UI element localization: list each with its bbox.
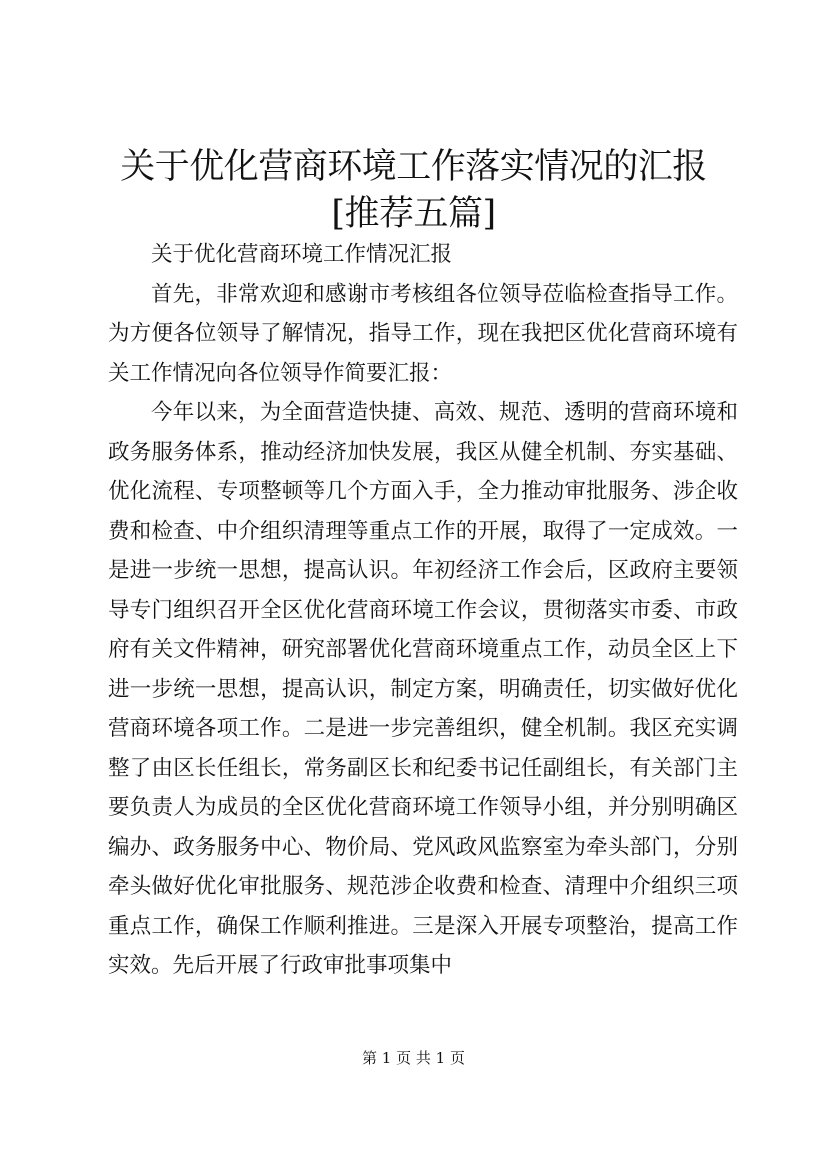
document-body <box>108 235 738 986</box>
page-footer: 第 1 页 共 1 页 <box>362 1049 465 1067</box>
document-title: 关于优化营商环境工作落实情况的汇报[推荐五篇] <box>120 147 707 234</box>
paragraph-intro: 首先，非常欢迎和感谢市考核组各位领导莅临检查指导工作。为方便各位领导了解情况，指导工作，现在我把区优化营商环境有关工作情况向各位领导作简要汇报： <box>108 281 738 386</box>
document-subtitle: 关于优化营商环境工作情况汇报 <box>151 242 453 267</box>
paragraph-main: 今年以来，为全面营造快捷、高效、规范、透明的营商环境和政务服务体系，推动经济加快发展，我区从健全机制、夯实基础、优化流程、专项整顿等几个方面入手，全力推动审批服务、涉企收费和检查、中介组织清理等重点工作的开展，取得了一定成效。一是进一步统一思想，提高认识。年初经济工作会后，区政府主要领导专门组织召开全区优化营商环境工作会议，贯彻落实市委、市政府有关文件精神，研究部署优化营商环境重点工作，动员全区上下进一步统一思想，提高认识，制定方案，明确责任，切实做好优化营商环境各项工作。二是进一步完善组织，健全机制。我区充实调整了由区长任组长，常务副区长和纪委书记任副组长，有关部门主要负责人为成员的全区优化营商环境工作领导小组，并分别明确区编办、政务服务中心、物价局、党风政风监察室为牵头部门，分别牵头做好优化审批服务、规范涉企收费和检查、清理中介组织三项重点工作，确保工作顺利推进。三是深入开展专项整治，提高工作实效。先后开展了行政审批事项集中 <box>108 400 738 978</box>
